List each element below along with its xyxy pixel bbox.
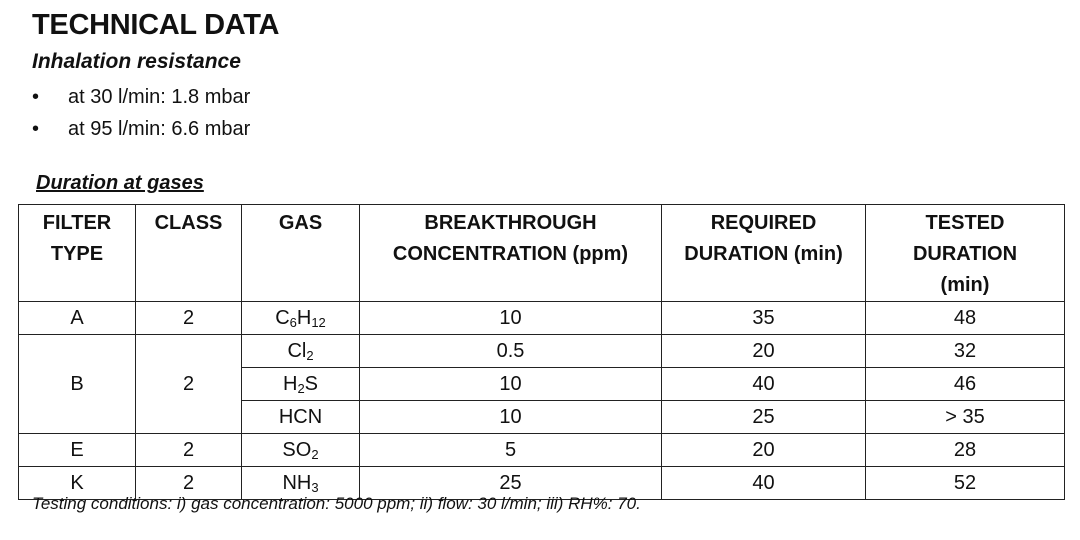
cell-tested: 48 <box>866 302 1065 335</box>
cell-class: 2 <box>136 467 242 500</box>
header-line: CLASS <box>154 212 223 234</box>
inhalation-value-95: at 95 l/min: 6.6 mbar <box>68 118 251 140</box>
gas-subscript: 2 <box>311 447 319 462</box>
header-tested-duration <box>866 205 1065 302</box>
cell-tested: > 35 <box>866 401 1065 434</box>
inhalation-resistance-list <box>32 84 250 148</box>
gas-symbol: SO <box>282 439 312 461</box>
cell-gas <box>242 434 360 467</box>
cell-required: 20 <box>662 335 866 368</box>
gas-symbol: H <box>296 307 312 329</box>
cell-required: 20 <box>662 434 866 467</box>
cell-breakthrough: 10 <box>360 368 662 401</box>
header-line: TESTED <box>925 212 1005 234</box>
header-line: CONCENTRATION (ppm) <box>392 243 629 265</box>
header-line: GAS <box>278 212 323 234</box>
gas-symbol: Cl <box>287 340 307 362</box>
gas-symbol: NH <box>282 472 312 494</box>
gas-symbol: HCN <box>278 406 323 428</box>
gas-subscript: 2 <box>297 381 305 396</box>
cell-class: 2 <box>136 302 242 335</box>
gas-subscript: 3 <box>311 480 319 495</box>
header-filter-type <box>19 205 136 302</box>
header-line: DURATION <box>912 243 1018 265</box>
gas-duration-table <box>18 204 1065 500</box>
table-body <box>19 302 1065 500</box>
page-title: TECHNICAL DATA <box>32 9 280 41</box>
gas-symbol: S <box>304 373 319 395</box>
list-item <box>32 116 250 148</box>
cell-tested: 52 <box>866 467 1065 500</box>
cell-gas <box>242 302 360 335</box>
cell-filter-type: E <box>19 434 136 467</box>
bullet-icon: • <box>32 86 40 108</box>
header-gas <box>242 205 360 302</box>
cell-gas <box>242 401 360 434</box>
header-breakthrough <box>360 205 662 302</box>
cell-breakthrough: 10 <box>360 401 662 434</box>
gas-subscript: 2 <box>306 348 314 363</box>
table-row <box>19 335 1065 368</box>
gas-symbol: H <box>282 373 298 395</box>
cell-tested: 46 <box>866 368 1065 401</box>
header-line: TYPE <box>50 243 104 265</box>
cell-filter-type: K <box>19 467 136 500</box>
cell-tested: 32 <box>866 335 1065 368</box>
cell-filter-type: A <box>19 302 136 335</box>
cell-required: 40 <box>662 368 866 401</box>
cell-filter-type: B <box>19 335 136 434</box>
cell-class: 2 <box>136 335 242 434</box>
cell-tested: 28 <box>866 434 1065 467</box>
gas-subscript: 12 <box>311 315 326 330</box>
gas-subscript: 6 <box>289 315 297 330</box>
cell-required: 35 <box>662 302 866 335</box>
cell-gas <box>242 335 360 368</box>
bullet-icon: • <box>32 118 40 140</box>
header-required-duration <box>662 205 866 302</box>
cell-required: 25 <box>662 401 866 434</box>
cell-breakthrough: 10 <box>360 302 662 335</box>
header-line: REQUIRED <box>710 212 817 234</box>
list-item <box>32 84 250 116</box>
header-class <box>136 205 242 302</box>
duration-heading: Duration at gases <box>36 172 204 194</box>
header-line: BREAKTHROUGH <box>424 212 597 234</box>
cell-class: 2 <box>136 434 242 467</box>
inhalation-value-30: at 30 l/min: 1.8 mbar <box>68 86 251 108</box>
testing-conditions-note: Testing conditions: i) gas concentration: 5000 ppm; ii) flow: 30 l/min; iii) RH%: 70. <box>32 494 641 513</box>
cell-breakthrough: 0.5 <box>360 335 662 368</box>
header-line: (min) <box>940 274 990 296</box>
table-row <box>19 302 1065 335</box>
gas-symbol: C <box>275 307 290 329</box>
header-line: FILTER <box>42 212 112 234</box>
table-header-row <box>19 205 1065 302</box>
cell-breakthrough: 5 <box>360 434 662 467</box>
cell-gas <box>242 368 360 401</box>
header-line: DURATION (min) <box>684 243 843 265</box>
table-row <box>19 434 1065 467</box>
inhalation-resistance-heading: Inhalation resistance <box>32 50 241 73</box>
cell-required: 40 <box>662 467 866 500</box>
cell-breakthrough: 25 <box>360 467 662 500</box>
